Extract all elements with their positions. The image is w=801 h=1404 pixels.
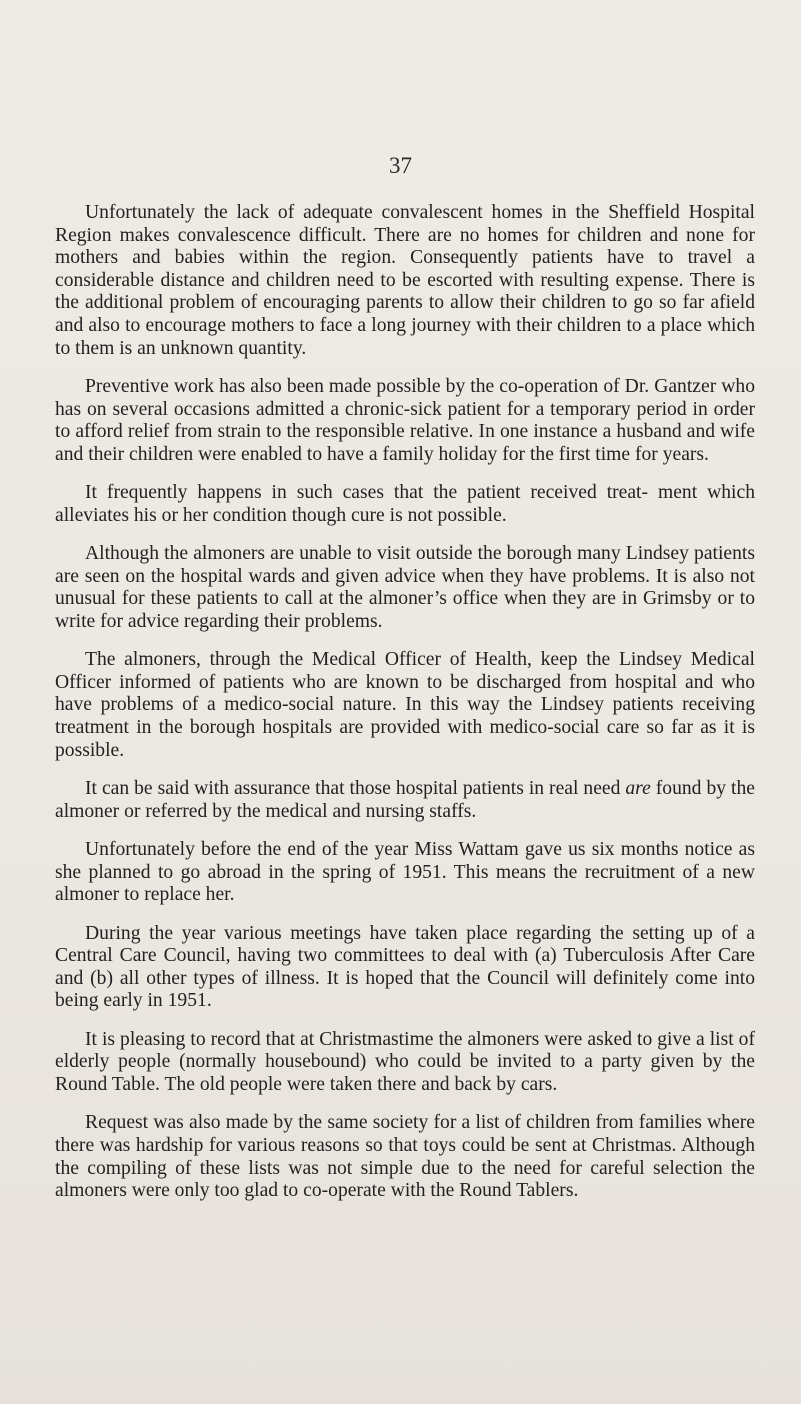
paragraph-christmas-party: It is pleasing to record that at Christmastime the almoners were asked to give a list of elderly people (normally housebound) who could be invited to a party given by the Round Table. The old people were taken there and back by cars. xyxy=(55,1028,755,1095)
paragraph-treatment: It frequently happens in such cases that the patient received treat- ment which alleviates his or her condition though cure is not possible. xyxy=(55,482,755,526)
paragraph-miss-wattam: Unfortunately before the end of the year Miss Wattam gave us six months notice as she planned to go abroad in the spring of 1951. This means the recruitment of a new almoner to replace her. xyxy=(55,839,755,906)
paragraph-assurance-after: found by the almoner or referred by the medical and nursing staffs. xyxy=(55,778,755,822)
paragraph-medical-officer: The almoners, through the Medical Officer of Health, keep the Lindsey Medical Officer informed of patients who are known to be discharged from hospital and who have problems of a medico-social nature. In this way the Lindsey patients receiving treatment in the borough hospitals are provided with medico-social care so far as it is possible. xyxy=(55,649,755,761)
body-text xyxy=(55,202,755,1219)
paragraph-assurance-emphasis: are xyxy=(625,778,651,800)
paragraph-toys-request: Request was also made by the same society for a list of children from families where there was hardship for various reasons so that toys could be sent at Christmas. Although the compiling of these lists was not simple due to the need for careful selection the almoners were only too glad to co-operate with the Round Tablers. xyxy=(55,1112,755,1202)
paragraph-assurance xyxy=(55,778,755,823)
paragraph-lindsey-patients: Although the almoners are unable to visit outside the borough many Lindsey patients are seen on the hospital wards and given advice when they have problems. It is also not unusual for these patients to call at the almoner’s office when they are in Grimsby or to write for advice regarding their problems. xyxy=(55,543,755,632)
paragraph-preventive-work: Preventive work has also been made possible by the co-operation of Dr. Gantzer who has on several occasions admitted a chronic-sick patient for a temporary period in order to afford relief from strain to the responsible relative. In one instance a husband and wife and their children were enabled to have a family holiday for the first time for years. xyxy=(55,375,755,465)
paragraph-convalescent-homes: Unfortunately the lack of adequate convalescent homes in the Sheffield Hospital Region makes convalescence difficult. There are no homes for children and none for mothers and babies within the region. Consequently patients have to travel a considerable distance and children need to be escorted with resulting expense. There is the additional problem of encouraging parents to allow their children to go so far afield and also to encourage mothers to face a long journey with their children to a place which to them is an unknown quantity. xyxy=(55,202,755,359)
paragraph-assurance-before: It can be said with assurance that those hospital patients in real need xyxy=(85,778,626,800)
paragraph-central-care-council: During the year various meetings have taken place regarding the setting up of a Central Care Council, having two committees to deal with (a) Tuberculosis After Care and (b) all other types of illness. It is hoped that the Council will definitely come into being early in 1951. xyxy=(55,922,755,1012)
page-number: 37 xyxy=(389,153,412,178)
